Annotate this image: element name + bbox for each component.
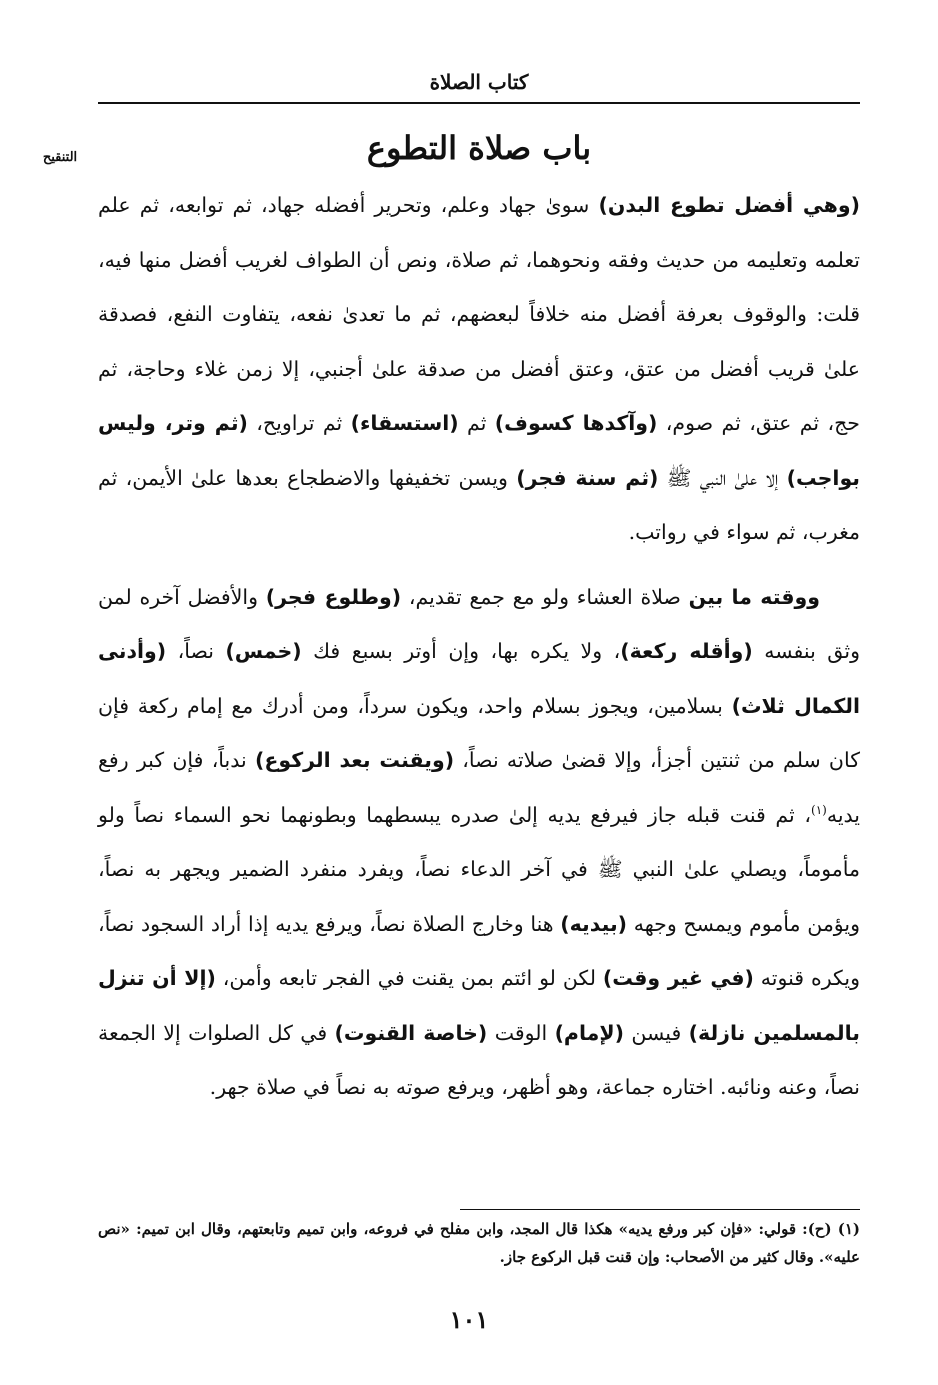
footnote-text: (١) (ح): قولي: «فإن كبر ورفع يديه» هكذا قال المجد، وابن مفلح في فروعه، وابن تميم وتابعتهم، وقال ابن تميم: «نص عليه». وقال كثير من الأصحاب: وإن قنت قبل الركوع جاز. <box>98 1220 860 1266</box>
running-header <box>98 64 860 104</box>
commentary-text: ثم <box>458 411 495 435</box>
commentary-text: ندباً، فإن كبر رفع يديه <box>98 748 860 827</box>
commentary-text: نصاً، <box>166 639 226 663</box>
matn-text: (في غير وقت) <box>602 966 754 990</box>
chapter-title: باب صلاة التطوع <box>366 129 592 167</box>
commentary-text: سوىٰ جهاد وعلم، وتحرير أفضله جهاد، ثم توابعه، ثم علم تعلمه وتعليمه من حديث وفقه ونحوهما، ثم صلاة، ونص أن الطواف لغريب أفضل منها فيه، قلت: والوقوف بعرفة أفضل منه خلافاً لبعضهم، ثم ما تعدىٰ نفعه، يتفاوت النفع، فصدقة علىٰ قريب أفضل من عتق، وعتق أفضل من صدقة علىٰ أجنبي، إلا زمن غلاء وحاجة، ثم حج، ثم عتق، ثم صوم، <box>98 193 860 435</box>
commentary-text: بسلامين، ويجوز بسلام واحد، ويكون سرداً، ومن أدرك مع إمام ركعة فإن كان سلم من ثنتين أجزأ، وإلا قضىٰ صلاته نصاً، <box>98 693 860 772</box>
commentary-text: ، ولا يكره بها، وإن أوتر بسبع فك <box>301 639 621 663</box>
commentary-text: صلاة العشاء ولو مع جمع تقديم، <box>401 584 689 609</box>
matn-text: (ويقنت بعد الركوع) <box>254 748 455 772</box>
body-paragraph <box>98 570 860 1115</box>
matn-text: (بيديه) <box>560 911 628 936</box>
matn-text: (وآكدها كسوف) <box>494 411 658 435</box>
commentary-text: ، ثم قنت قبله جاز فيرفع يديه إلىٰ صدره يبسطهما وبطونهما نحو السماء نصاً ولو مأموماً، ويصلي علىٰ النبي ﷺ في آخر الدعاء نصاً، ويفرد منفرد الضمير ويجهر به نصاً، ويؤمن مأموم ويمسح وجهه <box>98 802 860 936</box>
footnote-reference: (١) <box>811 802 827 817</box>
matn-text: (خمس) <box>225 639 302 663</box>
running-title: كتاب الصلاة <box>429 70 529 94</box>
commentary-text: في كل الصلوات إلا الجمعة نصاً، وعنه ونائبه. اختاره جماعة، وهو أظهر، ويرفع صوته به نصاً في صلاة جهر. <box>98 1020 860 1099</box>
commentary-text: هنا وخارج الصلاة نصاً، ويرفع يديه إذا أراد السجود نصاً، ويكره قنوته <box>98 911 860 990</box>
page-number: ١٠١ <box>449 1305 489 1334</box>
matn-text: (وهي أفضل تطوع البدن) <box>598 193 860 217</box>
commentary-text: لكن لو ائتم بمن يقنت في الفجر تابعه وأمن، <box>215 966 603 990</box>
matn-text: (ثم وتر، وليس بواجب) <box>98 411 860 490</box>
commentary-text: إلا علىٰ النبي ﷺ <box>658 465 787 490</box>
commentary-text: الوقت <box>487 1020 555 1045</box>
matn-text: (ثم سنة فجر) <box>516 465 659 490</box>
matn-text: (وأقله ركعة) <box>620 639 753 663</box>
side-tag: التنقيح <box>42 150 78 165</box>
commentary-text: والأفضل آخره لمن وثق بنفسه <box>98 584 860 663</box>
commentary-text: ويسن تخفيفها والاضطجاع بعدها علىٰ الأيمن، ثم مغرب، ثم سواء في رواتب. <box>98 465 860 544</box>
matn-text: (وطلوع فجر) <box>265 584 402 609</box>
body-paragraph <box>98 178 860 560</box>
footnote-separator <box>460 1209 860 1210</box>
commentary-text: ثم تراويح، <box>247 411 351 435</box>
commentary-text: فيسن <box>623 1020 689 1045</box>
matn-text: (استسقاء) <box>350 411 459 435</box>
matn-text: (وأدنى الكمال ثلاث) <box>98 639 860 718</box>
body-text <box>98 178 860 1115</box>
matn-text: ووقته ما بين <box>688 584 820 609</box>
matn-text: (خاصة القنوت) <box>334 1020 488 1045</box>
matn-text: (لإمام) <box>554 1020 624 1045</box>
matn-text: (إلا أن تنزل بالمسلمين نازلة) <box>98 966 860 1045</box>
footnotes <box>98 1215 860 1271</box>
